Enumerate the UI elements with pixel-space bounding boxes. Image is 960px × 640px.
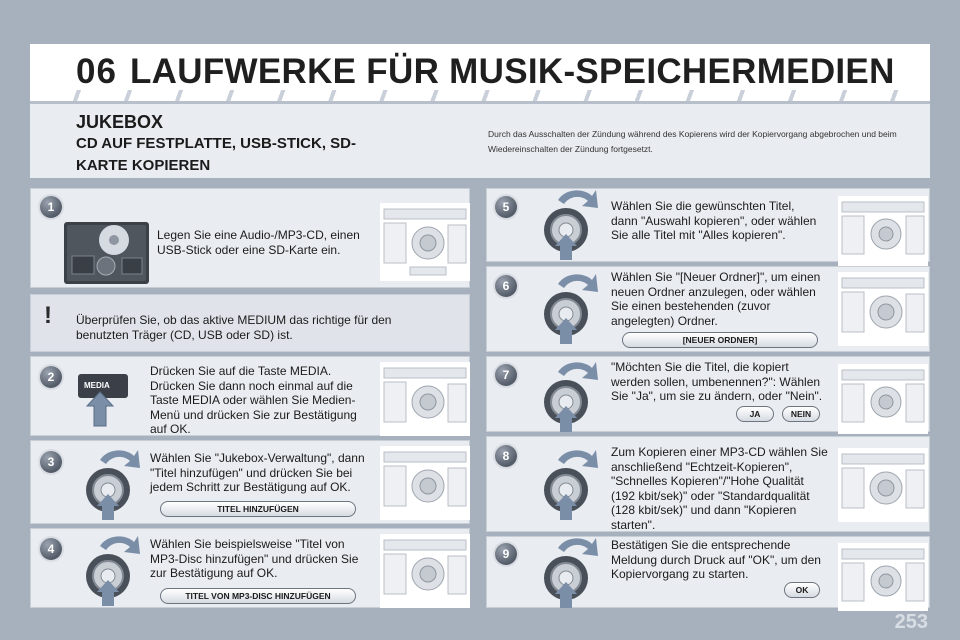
step-badge-7: 7: [495, 364, 517, 386]
step-text-9: Bestätigen Sie die entsprechende Meldung durch Druck auf "OK", um den Kopiervorgang zu starten.: [611, 538, 821, 581]
menu-pill-nein: NEIN: [782, 406, 820, 422]
page-number: 253: [894, 611, 928, 633]
radio-panel-icon: [380, 444, 470, 522]
step-badge-3: 3: [40, 451, 62, 473]
rotary-knob-icon: [536, 186, 600, 260]
rotary-knob-icon: [78, 446, 142, 520]
menu-pill-ja: JA: [736, 406, 774, 422]
radio-panel-icon: [838, 446, 928, 524]
radio-panel-icon: [838, 538, 928, 616]
warning-icon: !: [44, 302, 52, 329]
radio-panel-icon: [838, 270, 928, 348]
menu-pill-neuer-ordner: [NEUER ORDNER]: [622, 332, 818, 348]
step-text-2: Drücken Sie auf die Taste MEDIA. Drücken Sie dann noch einmal auf die Taste MEDIA oder wählen Sie Medien-Menü und drücken Sie zur Bestätigung auf OK.: [150, 364, 357, 436]
step-badge-9: 9: [495, 543, 517, 565]
rotary-knob-icon: [536, 446, 600, 520]
radio-panel-icon: [838, 360, 928, 438]
radio-panel-icon: [838, 192, 928, 270]
page-title: LAUFWERKE FÜR MUSIK-SPEICHERMEDIEN: [130, 52, 895, 91]
section-heading: JUKEBOX: [76, 112, 164, 132]
step-text-6: Wählen Sie "[Neuer Ordner]", um einen neuen Ordner anzulegen, oder wählen Sie einen bestehenden (zuvor angelegten) Ordner.: [611, 270, 821, 328]
section-subtitle: CD AUF FESTPLATTE, USB-STICK, SD-KARTE KOPIEREN: [76, 135, 356, 174]
rotary-knob-icon: [536, 534, 600, 608]
intro-note: Durch das Ausschalten der Zündung während des Kopierens wird der Kopiervorgang abgebrochen und beim Wiedereinschalten der Zündung fortgesetzt.: [488, 129, 897, 154]
step-text-8: Zum Kopieren einer MP3-CD wählen Sie anschließend "Echtzeit-Kopieren", "Schnelles Kopieren"/"Hohe Qualität (192 kbit/sek)" oder "Standardqualität (128 kbit/sek)" und dann "Kopieren starten".: [611, 445, 828, 532]
step-badge-4: 4: [40, 538, 62, 560]
menu-pill-titel-hinzufuegen: TITEL HINZUFÜGEN: [160, 501, 356, 517]
step-text-1: Legen Sie eine Audio-/MP3-CD, einen USB-Stick oder eine SD-Karte ein.: [157, 228, 360, 257]
radio-panel-icon: [380, 360, 470, 438]
chapter-number: 06: [76, 52, 117, 91]
step-badge-2: 2: [40, 366, 62, 388]
rotary-knob-icon: [536, 358, 600, 432]
radio-panel-icon: [380, 532, 470, 610]
step-badge-6: 6: [495, 275, 517, 297]
media-button-label: MEDIA: [84, 381, 110, 390]
step-text-3: Wählen Sie "Jukebox-Verwaltung", dann "Titel hinzufügen" und drücken Sie bei jedem Schritt zur Bestätigung auf OK.: [150, 451, 365, 494]
step-text-5: Wählen Sie die gewünschten Titel, dann "Auswahl kopieren", oder wählen Sie alle Titel mit "Alles kopieren".: [611, 199, 817, 242]
step-text-7: "Möchten Sie die Titel, die kopiert werden sollen, umbenennen?": Wählen Sie "Ja", um sie zu ändern, oder "Nein".: [611, 360, 823, 403]
step-badge-8: 8: [495, 445, 517, 467]
radio-panel-icon: [380, 203, 470, 281]
warning-text: Überprüfen Sie, ob das aktive MEDIUM das richtige für den benutzten Träger (CD, USB oder SD) ist.: [76, 313, 392, 342]
rotary-knob-icon: [78, 532, 142, 606]
rotary-knob-icon: [536, 270, 600, 344]
cd-player-icon: [64, 222, 149, 284]
step-badge-5: 5: [495, 196, 517, 218]
step-badge-1: 1: [40, 196, 62, 218]
menu-pill-ok: OK: [784, 582, 820, 598]
step-text-4: Wählen Sie beispielsweise "Titel von MP3-Disc hinzufügen" und drücken Sie zur Bestätigung auf OK.: [150, 537, 359, 580]
menu-pill-titel-von-mp3: TITEL VON MP3-DISC HINZUFÜGEN: [160, 588, 356, 604]
